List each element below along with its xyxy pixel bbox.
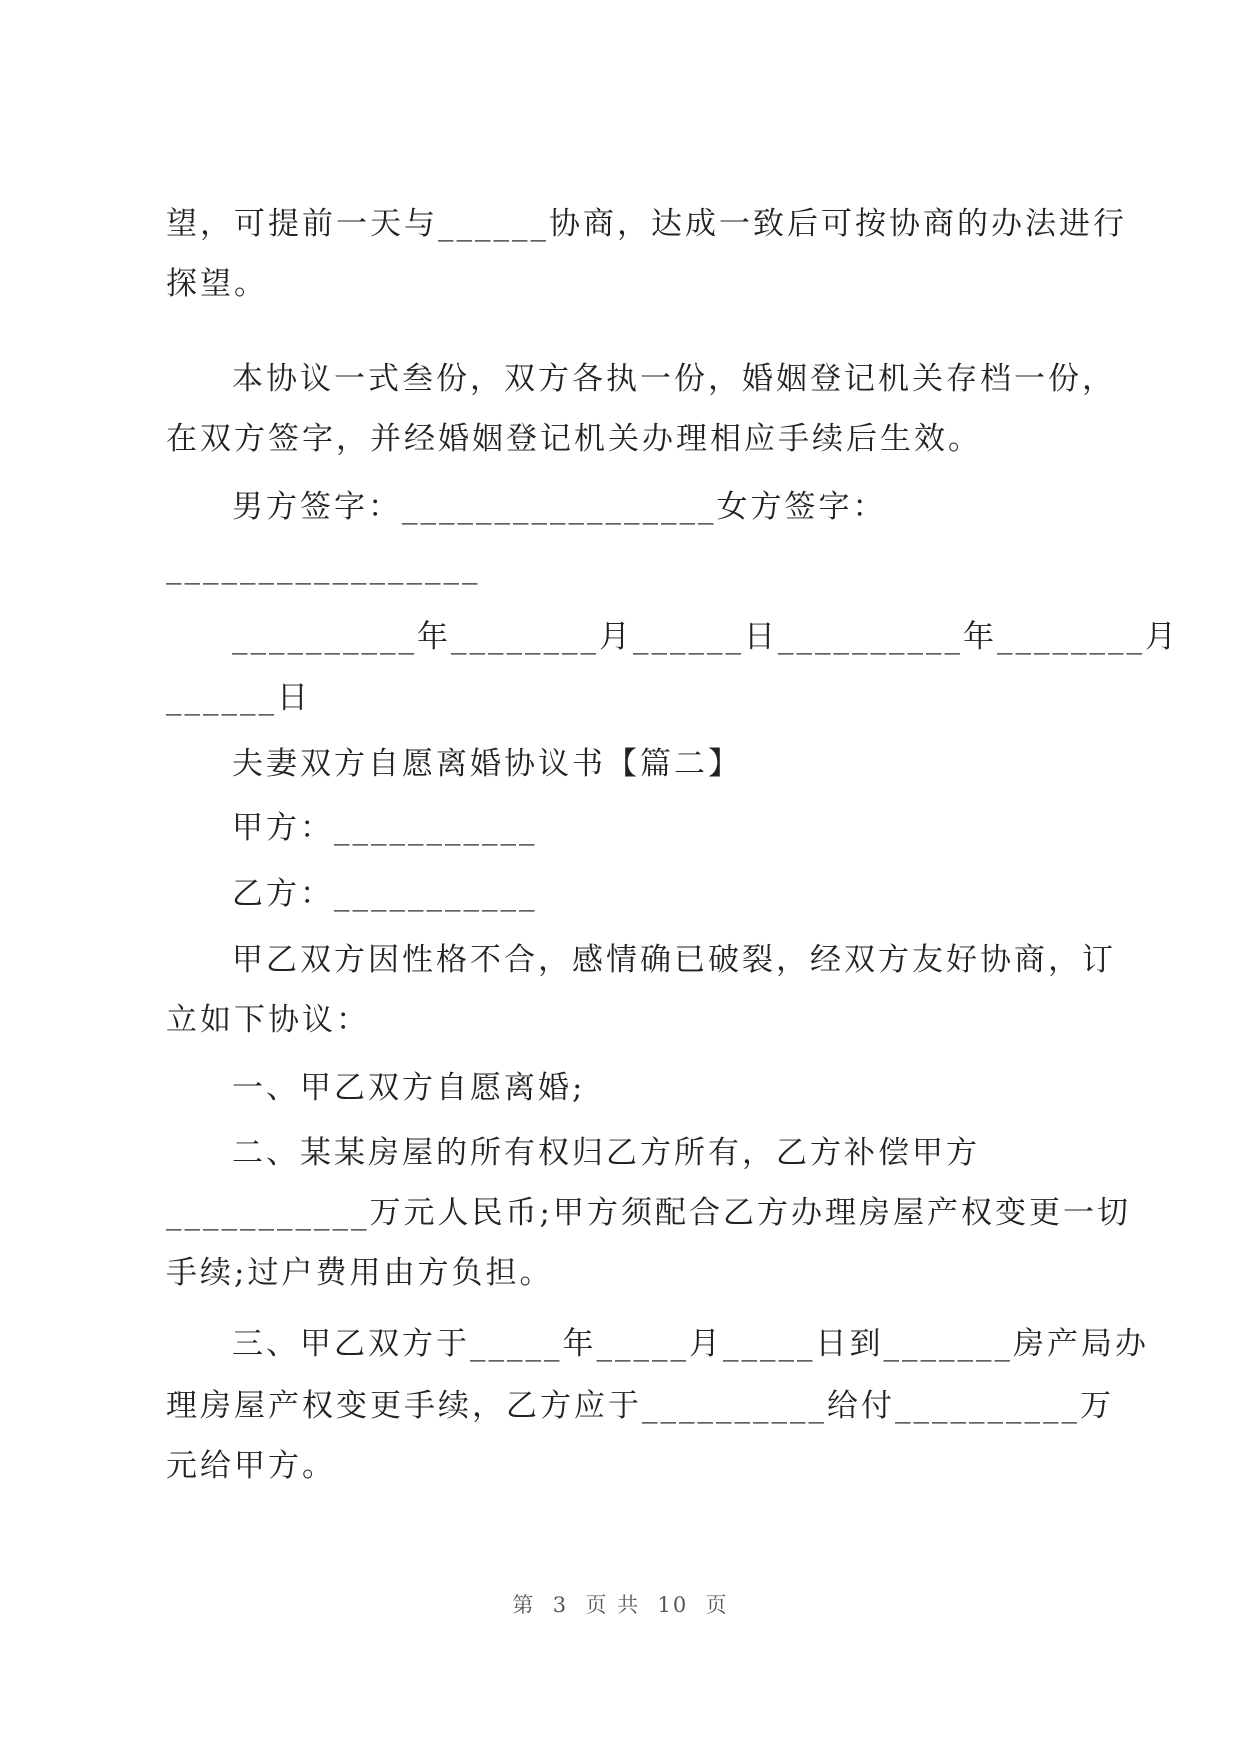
body-line: 甲乙双方因性格不合，感情确已破裂，经双方友好协商，订 <box>232 942 1116 978</box>
party-a-line: 甲方：___________ <box>232 810 538 846</box>
date-line: ______日 <box>166 680 311 716</box>
body-line: 立如下协议： <box>166 1002 370 1038</box>
signature-line: 男方签字：_________________女方签字： <box>232 489 887 525</box>
body-line: 理房屋产权变更手续，乙方应于__________给付__________万 <box>166 1388 1114 1424</box>
section-title: 夫妻双方自愿离婚协议书【篇二】 <box>232 746 742 782</box>
clause-item: 二、某某房屋的所有权归乙方所有，乙方补偿甲方 <box>232 1135 980 1171</box>
body-line: 本协议一式叁份，双方各执一份，婚姻登记机关存档一份， <box>232 361 1116 397</box>
page-number: 第 3 页 共 10 页 <box>512 1593 729 1617</box>
body-line: 在双方签字，并经婚姻登记机关办理相应手续后生效。 <box>166 421 982 457</box>
body-line: 元给甲方。 <box>166 1448 336 1484</box>
body-line: ___________万元人民币;甲方须配合乙方办理房屋产权变更一切 <box>166 1195 1131 1231</box>
clause-item: 一、甲乙双方自愿离婚; <box>232 1070 586 1106</box>
body-line: 手续;过户费用由方负担。 <box>166 1255 554 1291</box>
body-line: 探望。 <box>166 266 268 302</box>
party-b-line: 乙方：___________ <box>232 876 538 912</box>
signature-line: _________________ <box>166 549 481 585</box>
date-line: __________年________月______日__________年________月 <box>232 619 1179 655</box>
body-line: 望，可提前一天与______协商，达成一致后可按协商的办法进行 <box>166 206 1127 242</box>
clause-item: 三、甲乙双方于_____年_____月_____日到_______房产局办 <box>232 1326 1149 1362</box>
